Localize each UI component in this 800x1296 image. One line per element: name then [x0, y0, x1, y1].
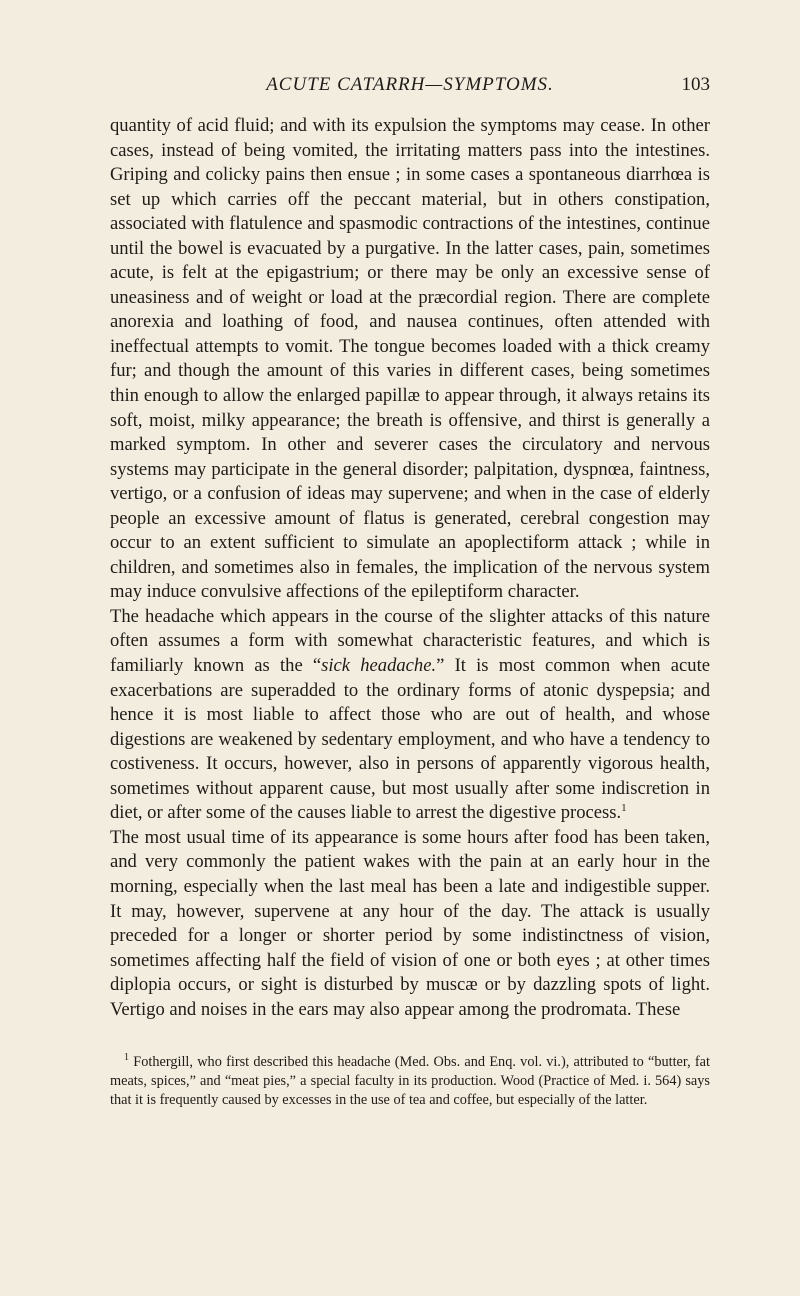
- paragraph-2-text-end: ” It is most common when acute exacerbations are superadded to the ordinary forms of atonic dyspepsia; and hence it is most liable to affect those who are out of health, and whose digestions are weakened by sedentary employment, and who have a tendency to costiveness. It occurs, however, also in persons of apparently vigorous health, sometimes without apparent cause, but most usually after some indiscretion in diet, or after some of the causes liable to arrest the digestive process.: [110, 655, 711, 824]
- footnote-text: Fothergill, who first described this headache (Med. Obs. and Enq. vol. vi.), attributed to “butter, fat meats, spices,” and “meat pies,” a special faculty in its production. Wood (Practice of Med. i. 564) says that it is frequently caused by excesses in the use of tea and coffee, but especially of the latter.: [110, 1054, 710, 1108]
- paragraph-2: [110, 605, 710, 826]
- footnotes: [110, 1053, 710, 1110]
- footnote-reference: 1: [621, 802, 627, 815]
- page-header: [110, 74, 710, 104]
- body-text: [110, 114, 710, 1022]
- page-number: 103: [681, 74, 710, 95]
- paragraph-2-text-start: The headache which appears in the course of the slighter attacks of this nature often assumes a form with somewhat characteristic features, and which is familiarly known as the “: [110, 605, 710, 677]
- running-head: ACUTE CATARRH—SYMPTOMS.: [266, 74, 554, 95]
- footnote-mark: 1: [124, 1052, 129, 1064]
- footnote-1: [110, 1053, 710, 1110]
- sick-headache-term: sick headache.: [321, 655, 437, 677]
- paragraph-3: The most usual time of its appearance is some hours after food has been taken, and very commonly the patient wakes with the pain at an early hour in the morning, especially when the last meal has been a late and indigestible supper. It may, however, supervene at any hour of the day. The attack is usually preceded for a longer or shorter period by some indistinctness of vision, sometimes affecting half the field of vision of one or both eyes ; at other times diplopia occurs, or sight is disturbed by muscæ or by dazzling spots of light. Vertigo and noises in the ears may also appear among the prodromata. These: [110, 826, 710, 1020]
- paragraph-1: quantity of acid fluid; and with its expulsion the symptoms may cease. In other cases, instead of being vomited, the irritating matters pass into the intestines. Griping and colicky pains then ensue ; in some cases a spontaneous diarrhœa is set up which carries off the peccant material, but in others constipation, associated with flatulence and spasmodic contractions of the intestines, continue until the bowel is evacuated by a purgative. In the latter cases, pain, sometimes acute, is felt at the epigastrium; or there may be only an excessive sense of uneasiness and of weight or load at the præcordial region. There are complete anorexia and loathing of food, and nausea continues, often attended with ineffectual attempts to vomit. The tongue becomes loaded with a thick creamy fur; and though the amount of this varies in different cases, being sometimes thin enough to allow the enlarged papillæ to appear through, it always retains its soft, moist, milky appearance; the breath is offensive, and thirst is generally a marked symptom. In other and severer cases the circulatory and nervous systems may participate in the general disorder; palpitation, dyspnœa, faintness, vertigo, or a confusion of ideas may supervene; and when in the case of elderly people an excessive amount of flatus is generated, cerebral congestion may occur to an extent sufficient to simulate an apoplectiform attack ; while in children, and sometimes also in females, the implication of the nervous system may induce convulsive affections of the epileptiform character.: [110, 115, 710, 603]
